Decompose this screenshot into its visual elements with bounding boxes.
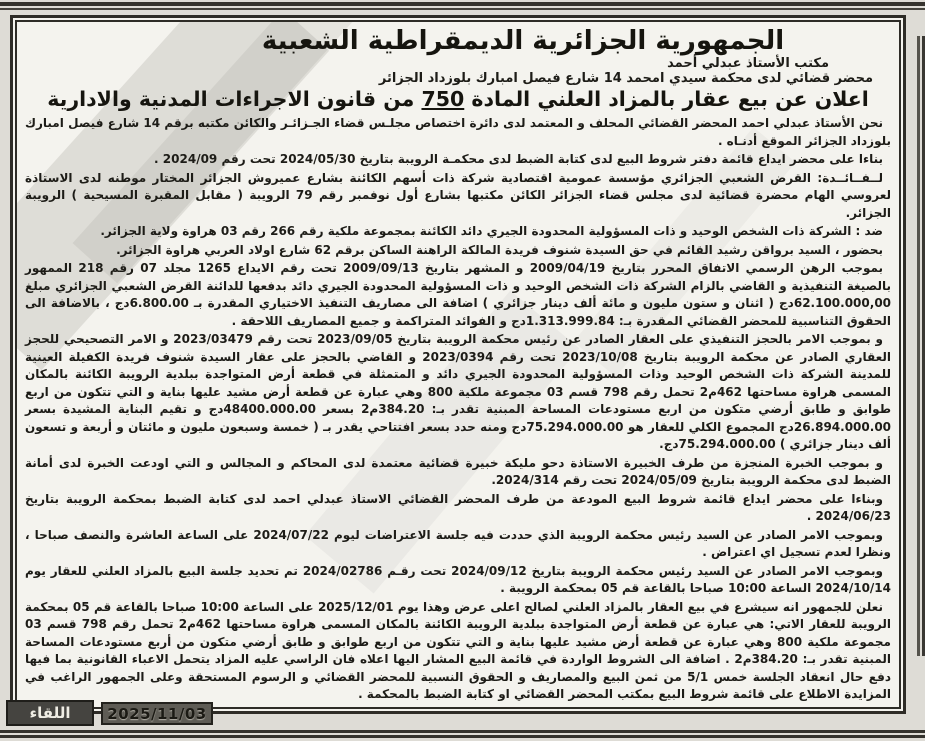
body-paragraph-0: نحن الأستاذ عبدلي احمد المحضر القضائي المحلف و المعتمد لدى دائرة اختصاص مجلـس قضاء الجـزائـر والكائن مكتبه برقم 14 شارع فيصل امبارك بلوزداد الجزائر الموقع أدنـاه .	[25, 116, 891, 148]
republic-title: الجمهورية الجزائرية الديمقراطية الشعبية	[261, 26, 785, 56]
office-address-line: محضر قضائي لدى محكمة سيدي امحمد 14 شارع فيصل امبارك بلوزداد الجزائر	[378, 71, 873, 86]
auction-heading-post: من قانون الاجراءات المدنية والادارية	[47, 87, 422, 111]
right-page-edge-line	[917, 36, 925, 656]
body-paragraph-10: وبموجب الامر الصادر عن السيد رئيس محكمة الرويبة بتاريخ 2024/09/12 تحت رقـم 2024/02786 تم تحديد جلسة البيع بالمزاد العلني للعقار يوم 2024/10/14 الساعة 10:00 صباحا بالقاعة قم 05 بمحكمة الرويبة .	[25, 563, 891, 595]
body-paragraph-5: بموجب الرهن الرسمي الاتفاق المحرر بتاريخ 2009/04/19 و المشهر بتاريخ 2009/09/13 تحت رقم الايداع 1265 مجلد 07 رقم 218 الممهور بالصيغة التنفيذية و القاضي بالزام الشركة ذات الشخص الوحيد و ذات المسؤولية المحدودة الجيري دائد بدفعها للدائنة القرض الشعبي الجزائري مبلغ 62.100.000,00دج ( اثنان و ستون مليون و مائة ألف دينار جزائري ) اضافة الى مصاريف التنفيذ الاختياري المقدرة بـ 6.800.00دج ، بالاضافة الى الحقوق التناسبية للمحضر القضائي المقدرة بـ: 1.313.999.84دج و الفوائد المتراكمة و جميع المصاريف اللاحقة .	[25, 261, 892, 328]
body-paragraph-2: لــفــائــدة: القرض الشعبي الجزائري مؤسسة عمومية اقتصادية شركة ذات أسهم الكائنة بشارع عميروش الجزائر المختار موطنه لدى الاستاذة لعروسي الهام محضرة قضائية لدى مجلس قضاء الجزائر الكائن مكتبها بشارع أول نوفمبر رقم 79 الرويبة ( مقابل المقبرة المسيحية ) الرويبة الجزائر.	[25, 170, 891, 220]
notice-body	[25, 115, 891, 704]
body-paragraph-4: بحضور ، السيد برواقن رشيد القائم في حق السيدة شنوف فريدة المالكة الراهنة الساكن برقم 62 شارع اولاد العربي هراوة الجزائر.	[116, 242, 883, 257]
body-paragraph-11: نعلن للجمهور انه سيشرع في بيع العقار بالمزاد العلني لصالح اعلى عرض وهذا يوم 2025/12/01 على الساعة 10:00 صباحا بالقاعة قم 05 بمحكمة الرويبة للعقار الاتي: هي عبارة عن قطعة أرض المتواجدة ببلدية الرويبة الكائنة بالمكان المسمى هراوة مساحتها 462م2 تحمل رقم 798 قسم 03 مجموعة ملكية 800 وهي عبارة عن قطعة أرض مشيد عليها بناية و التي تتكون من اربع طوابق و طابق أرضي متكون من أربع مستودعات المساحة المبنية تقدر بـ: 384.20م2 . اضافة الى الشروط الواردة في قائمة البيع المشار اليها اعلاه فان الراسي عليه المزاد يتحمل الاعباء القانونية بما فيها دفع حال انعقاد الجلسة خمس 5/1 من ثمن البيع والمصاريف و الحقوق النسبية للمحضر القضائي و الرسوم المستحقة وعلى الجمهور الراغب في المزايدة الاطلاع على قائمة شروط البيع بمكتب المحضر القضائي او كتابة الضبط بالمحكمة .	[25, 599, 892, 701]
body-paragraph-9: وبموجب الامر الصادر عن السيد رئيس محكمة الرويبة الذي حددت فيه جلسة الاعتراضات ليوم 2024/07/22 على الساعة العاشرة والنصف صباحا ، ونظرا لعدم تسجيل اي اعتراض .	[25, 527, 891, 559]
auction-heading	[25, 87, 891, 111]
body-paragraph-8: وبناءا على محضر ايداع قائمة شروط البيع المودعة من طرف المحضر القضائي الاستاذ عبدلي احمد لدى كتابة الضبط بمحكمة الرويبة بتاريخ 2024/06/23 .	[25, 491, 891, 523]
office-name-line: مكتب الأستاذ عبدلي أحمد	[667, 56, 829, 71]
body-paragraph-3: ضد : الشركة ذات الشخص الوحيد و ذات المسؤولية المحدودة الجيري دائد الكائنة بمجموعة ملكية رقم 266 رقم 03 هراوة ولاية الجزائر.	[100, 224, 883, 238]
auction-heading-pre: اعلان عن بيع عقار بالمزاد العلني المادة	[464, 87, 869, 111]
document-frame	[10, 15, 906, 714]
top-divider	[0, 2, 925, 10]
body-paragraph-6: و بموجب الامر بالحجز التنفيذي على العقار الصادر عن رئيس محكمة الرويبة بتاريخ 2023/09/05 تحت رقم 2023/03479 و الامر التصحيحي للحجز العقاري الصادر عن محكمة الرويبة بتاريخ 2023/10/08 تحت رقم 2023/0394 و القاضي بالحجز على عقار السيدة شنوف فريدة الكفيلة العينية للمدينة الشركة ذات الشخص الوحيد وذات المسؤولية المحدودة الجيري دائد و المتمثلة في قطعة أرض المتواجدة ببلدية الرويبة الكائنة بالمكان المسمى هراوة مساحتها 462م2 تحمل رقم 798 قسم 03 مجموعة ملكية 800 وهي عبارة عن قطعة أرض مشيد عليها بناية و التي تتكون من اربع طوابق و طابق أرضي متكون من اربع مستودعات المساحة المبنية تقدر بـ: 384.20م2 بسعر 48400.000.00دج و تقيم البناية المشيدة بسعر 26.894.000.00دج المجموع الكلي للعقار هو 75.294.000.00دج ومنه حدد بسعر افتتاحي يقدر بـ ( خمسة وسبعون مليون و مائتان و أربعة و تسعون ألف دينار جزائري ) 75.294.000.00دج.	[25, 332, 892, 451]
document-content	[25, 26, 891, 704]
bottom-divider	[0, 730, 925, 738]
footer-label-badge: اللقاء	[6, 700, 94, 726]
document-frame-inner	[15, 20, 901, 709]
body-paragraph-7: و بموجب الخبرة المنجزة من طرف الخبيرة الاستاذة دحو مليكة خبيرة قضائية معتمدة لدى المحاكم و المجالس و التي اودعت الخبرة لدى أمانة الضبط لدى محكمة الرويبة بتاريخ 2024/05/09 تحت رقم 2024/314.	[25, 455, 891, 487]
footer-date-badge: 2025/11/03	[101, 702, 213, 725]
body-paragraph-1: بناءا على محضر ايداع قائمة دفتر شروط البيع لدى كتابة الضبط لدى محكمـة الرويبة بتاريخ 2024/05/30 تحت رقم 2024/09 .	[154, 152, 883, 166]
article-number: 750	[421, 87, 465, 111]
